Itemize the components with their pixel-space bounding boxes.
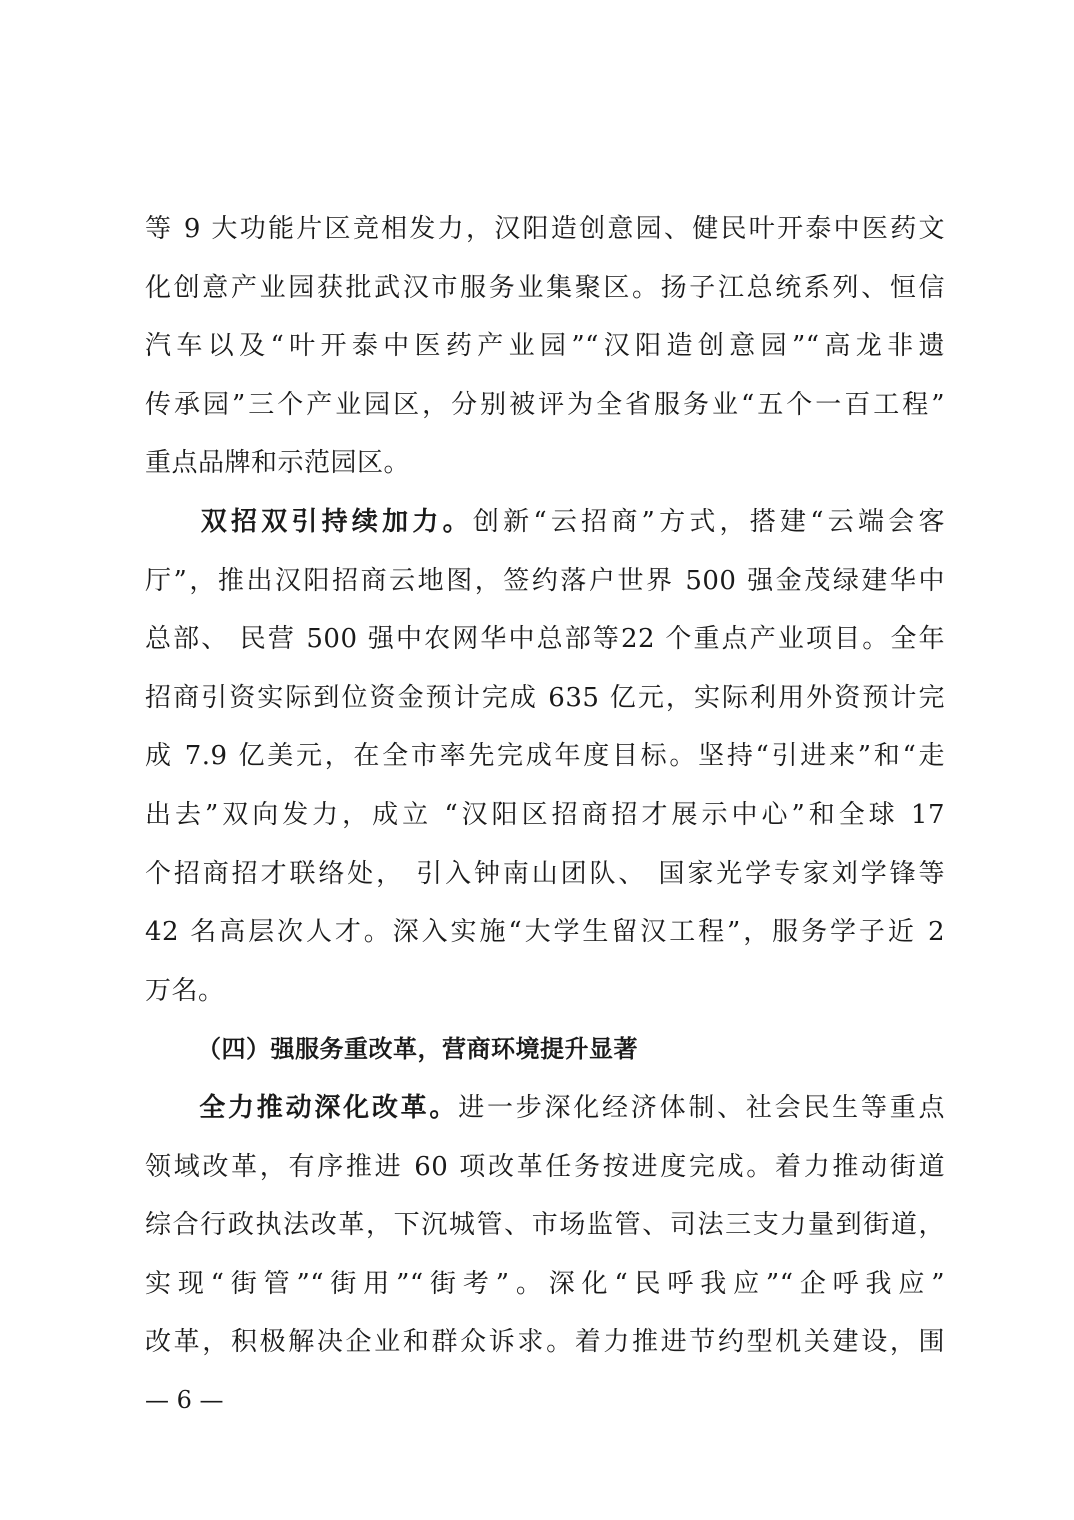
text-line-rest: 创新“云招商”方式，搭建“云端会客 xyxy=(472,506,945,537)
text-line: 总部、 民营 500 强中农网华中总部等22 个重点产业项目。全年 xyxy=(145,624,945,655)
text-line: 改革，积极解决企业和群众诉求。着力推进节约型机关建设，围 xyxy=(145,1327,945,1358)
text-line: 汽车以及“叶开泰中医药产业园”“汉阳造创意园”“高龙非遗 xyxy=(145,331,945,362)
text-line xyxy=(145,1079,945,1138)
text-line: 化创意产业园获批武汉市服务业集聚区。扬子江总统系列、恒信 xyxy=(145,272,945,303)
text-line: 综合行政执法改革，下沉城管、市场监管、司法三支力量到街道， xyxy=(145,1210,945,1241)
text-line: 等 9 大功能片区竞相发力，汉阳造创意园、健民叶开泰中医药文 xyxy=(145,214,945,244)
paragraph-service-parks xyxy=(145,200,945,493)
text-line: 厅”，推出汉阳招商云地图，签约落户世界 500 强金茂绿建华中 xyxy=(145,565,945,596)
text-line: 出去”双向发力，成立 “汉阳区招商招才展示中心”和全球 17 xyxy=(145,799,945,830)
text-line: 万名。 xyxy=(145,975,225,1006)
text-line: 成 7.9 亿美元，在全市率先完成年度目标。坚持“引进来”和“走 xyxy=(145,741,945,772)
text-line: 传承园”三个产业园区，分别被评为全省服务业“五个一百工程” xyxy=(145,389,945,420)
section-heading xyxy=(145,1020,945,1079)
text-line xyxy=(145,493,945,552)
text-line: 42 名高层次人才。深入实施“大学生留汉工程”，服务学子近 2 xyxy=(145,917,945,948)
paragraph-lead: 全力推动深化改革。 xyxy=(197,1092,459,1123)
page-number: — 6 — xyxy=(145,1386,224,1414)
section-heading-text: （四）强服务重改革，营商环境提升显著 xyxy=(197,1035,638,1064)
text-line: 实现“街管”“街用”“街考”。深化“民呼我应”“企呼我应” xyxy=(145,1268,945,1299)
paragraph-investment-talent xyxy=(145,493,945,1020)
body-text xyxy=(145,200,945,1372)
text-line: 重点品牌和示范园区。 xyxy=(145,448,411,479)
paragraph-reform xyxy=(145,1079,945,1372)
paragraph-lead: 双招双引持续加力。 xyxy=(197,506,473,537)
text-line: 个招商招才联络处， 引入钟南山团队、 国家光学专家刘学锋等 xyxy=(145,858,945,889)
text-line-rest: 进一步深化经济体制、社会民生等重点 xyxy=(458,1092,945,1123)
text-line: 招商引资实际到位资金预计完成 635 亿元，实际利用外资预计完 xyxy=(145,682,945,713)
text-line: 领域改革，有序推进 60 项改革任务按进度完成。着力推动街道 xyxy=(145,1151,945,1182)
